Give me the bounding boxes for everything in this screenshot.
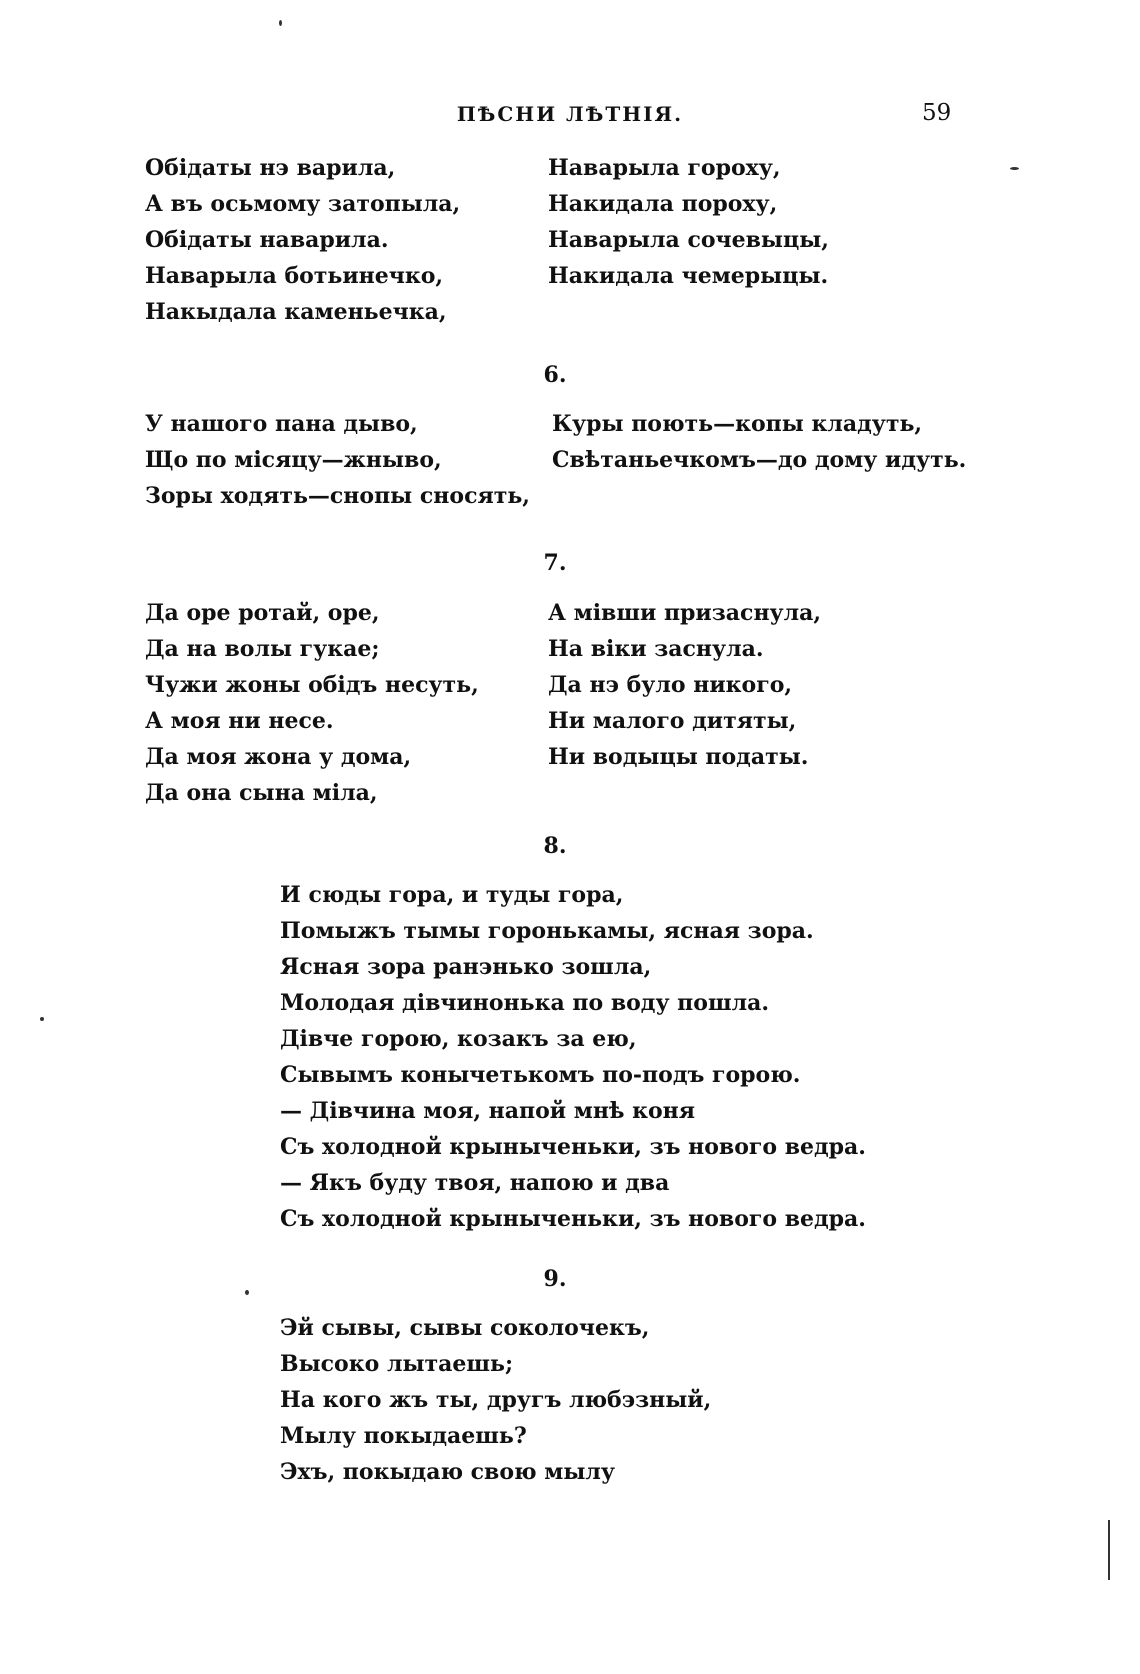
verse-line: Да на волы гукае; <box>145 636 380 662</box>
verse-line: Обідаты нэ варила, <box>145 155 396 181</box>
verse-line: У нашого пана дыво, <box>145 411 418 437</box>
song-6-right-column <box>552 406 966 478</box>
verse-line: Свѣтаньечкомъ—до дому идуть. <box>552 447 967 473</box>
scan-speck <box>279 20 282 26</box>
top-left-column <box>145 150 460 330</box>
verse-line: На віки заснула. <box>548 636 764 662</box>
song-7-number: 7. <box>543 550 567 576</box>
verse-line: Да она сына міла, <box>145 780 378 806</box>
song-7-left-column <box>145 595 479 811</box>
verse-line: Мылу покыдаешь? <box>280 1423 527 1449</box>
verse-line: Эхъ, покыдаю свою мылу <box>280 1459 615 1485</box>
verse-line: Чужи жоны обідъ несуть, <box>145 672 479 698</box>
verse-line: На кого жъ ты, другъ любэзный, <box>280 1387 712 1413</box>
running-head: ПѢСНИ ЛѢТНІЯ. <box>456 102 684 126</box>
verse-line: И сюды гора, и туды гора, <box>280 882 624 908</box>
verse-line: Сывымъ конычетькомъ по-подъ горою. <box>280 1062 801 1088</box>
song-7-right-column <box>548 595 821 775</box>
verse-line: Накыдала каменьечка, <box>145 299 447 325</box>
verse-line: Накидала пороху, <box>548 191 778 217</box>
verse-line: А моя ни несе. <box>145 708 334 734</box>
song-8-number: 8. <box>543 833 567 859</box>
song-9-number: 9. <box>543 1266 567 1292</box>
verse-line: Дівче горою, козакъ за ею, <box>280 1026 637 1052</box>
verse-line: Да оре ротай, оре, <box>145 600 380 626</box>
song-9-verse <box>280 1310 711 1490</box>
verse-line: Накидала чемерыцы. <box>548 263 829 289</box>
verse-line: Эй сывы, сывы соколочекъ, <box>280 1315 650 1341</box>
scan-speck <box>1108 1520 1110 1580</box>
verse-line: Наварыла сочевыцы, <box>548 227 829 253</box>
top-right-column <box>548 150 829 294</box>
verse-line: А мівши призаснула, <box>548 600 822 626</box>
verse-line: Молодая дівчинонька по воду пошла. <box>280 990 770 1016</box>
verse-line: Помыжъ тымы горонькамы, ясная зора. <box>280 918 814 944</box>
song-6-left-column <box>145 406 530 514</box>
verse-line: — Якъ буду твоя, напою и два <box>280 1170 670 1196</box>
verse-line: Да нэ було никого, <box>548 672 793 698</box>
verse-line: — Дівчина моя, напой мнѣ коня <box>280 1098 696 1124</box>
verse-line: Съ холодной крыныченьки, зъ нового ведра. <box>280 1134 866 1160</box>
verse-line: Обідаты наварила. <box>145 227 389 253</box>
page-number: 59 <box>922 100 952 126</box>
verse-line: Куры поють—копы кладуть, <box>552 411 923 437</box>
verse-line: Съ холодной крыныченьки, зъ нового ведра. <box>280 1206 866 1232</box>
verse-line: Ни малого дитяты, <box>548 708 797 734</box>
verse-line: Наварыла гороху, <box>548 155 781 181</box>
verse-line: Да моя жона у дома, <box>145 744 412 770</box>
scan-speck <box>1010 167 1019 170</box>
verse-line: Ни водыцы податы. <box>548 744 809 770</box>
song-6-number: 6. <box>543 362 567 388</box>
verse-line: Ясная зора ранэнько зошла, <box>280 954 652 980</box>
verse-line: А въ осьмому затопыла, <box>145 191 461 217</box>
verse-line: Що по місяцу—жныво, <box>145 447 442 473</box>
scan-speck <box>245 1290 249 1295</box>
verse-line: Наварыла ботьинечко, <box>145 263 444 289</box>
scan-speck <box>40 1017 44 1021</box>
verse-line: Высоко лытаешь; <box>280 1351 514 1377</box>
song-8-verse <box>280 877 866 1237</box>
verse-line: Зоры ходять—снопы сносять, <box>145 483 530 509</box>
